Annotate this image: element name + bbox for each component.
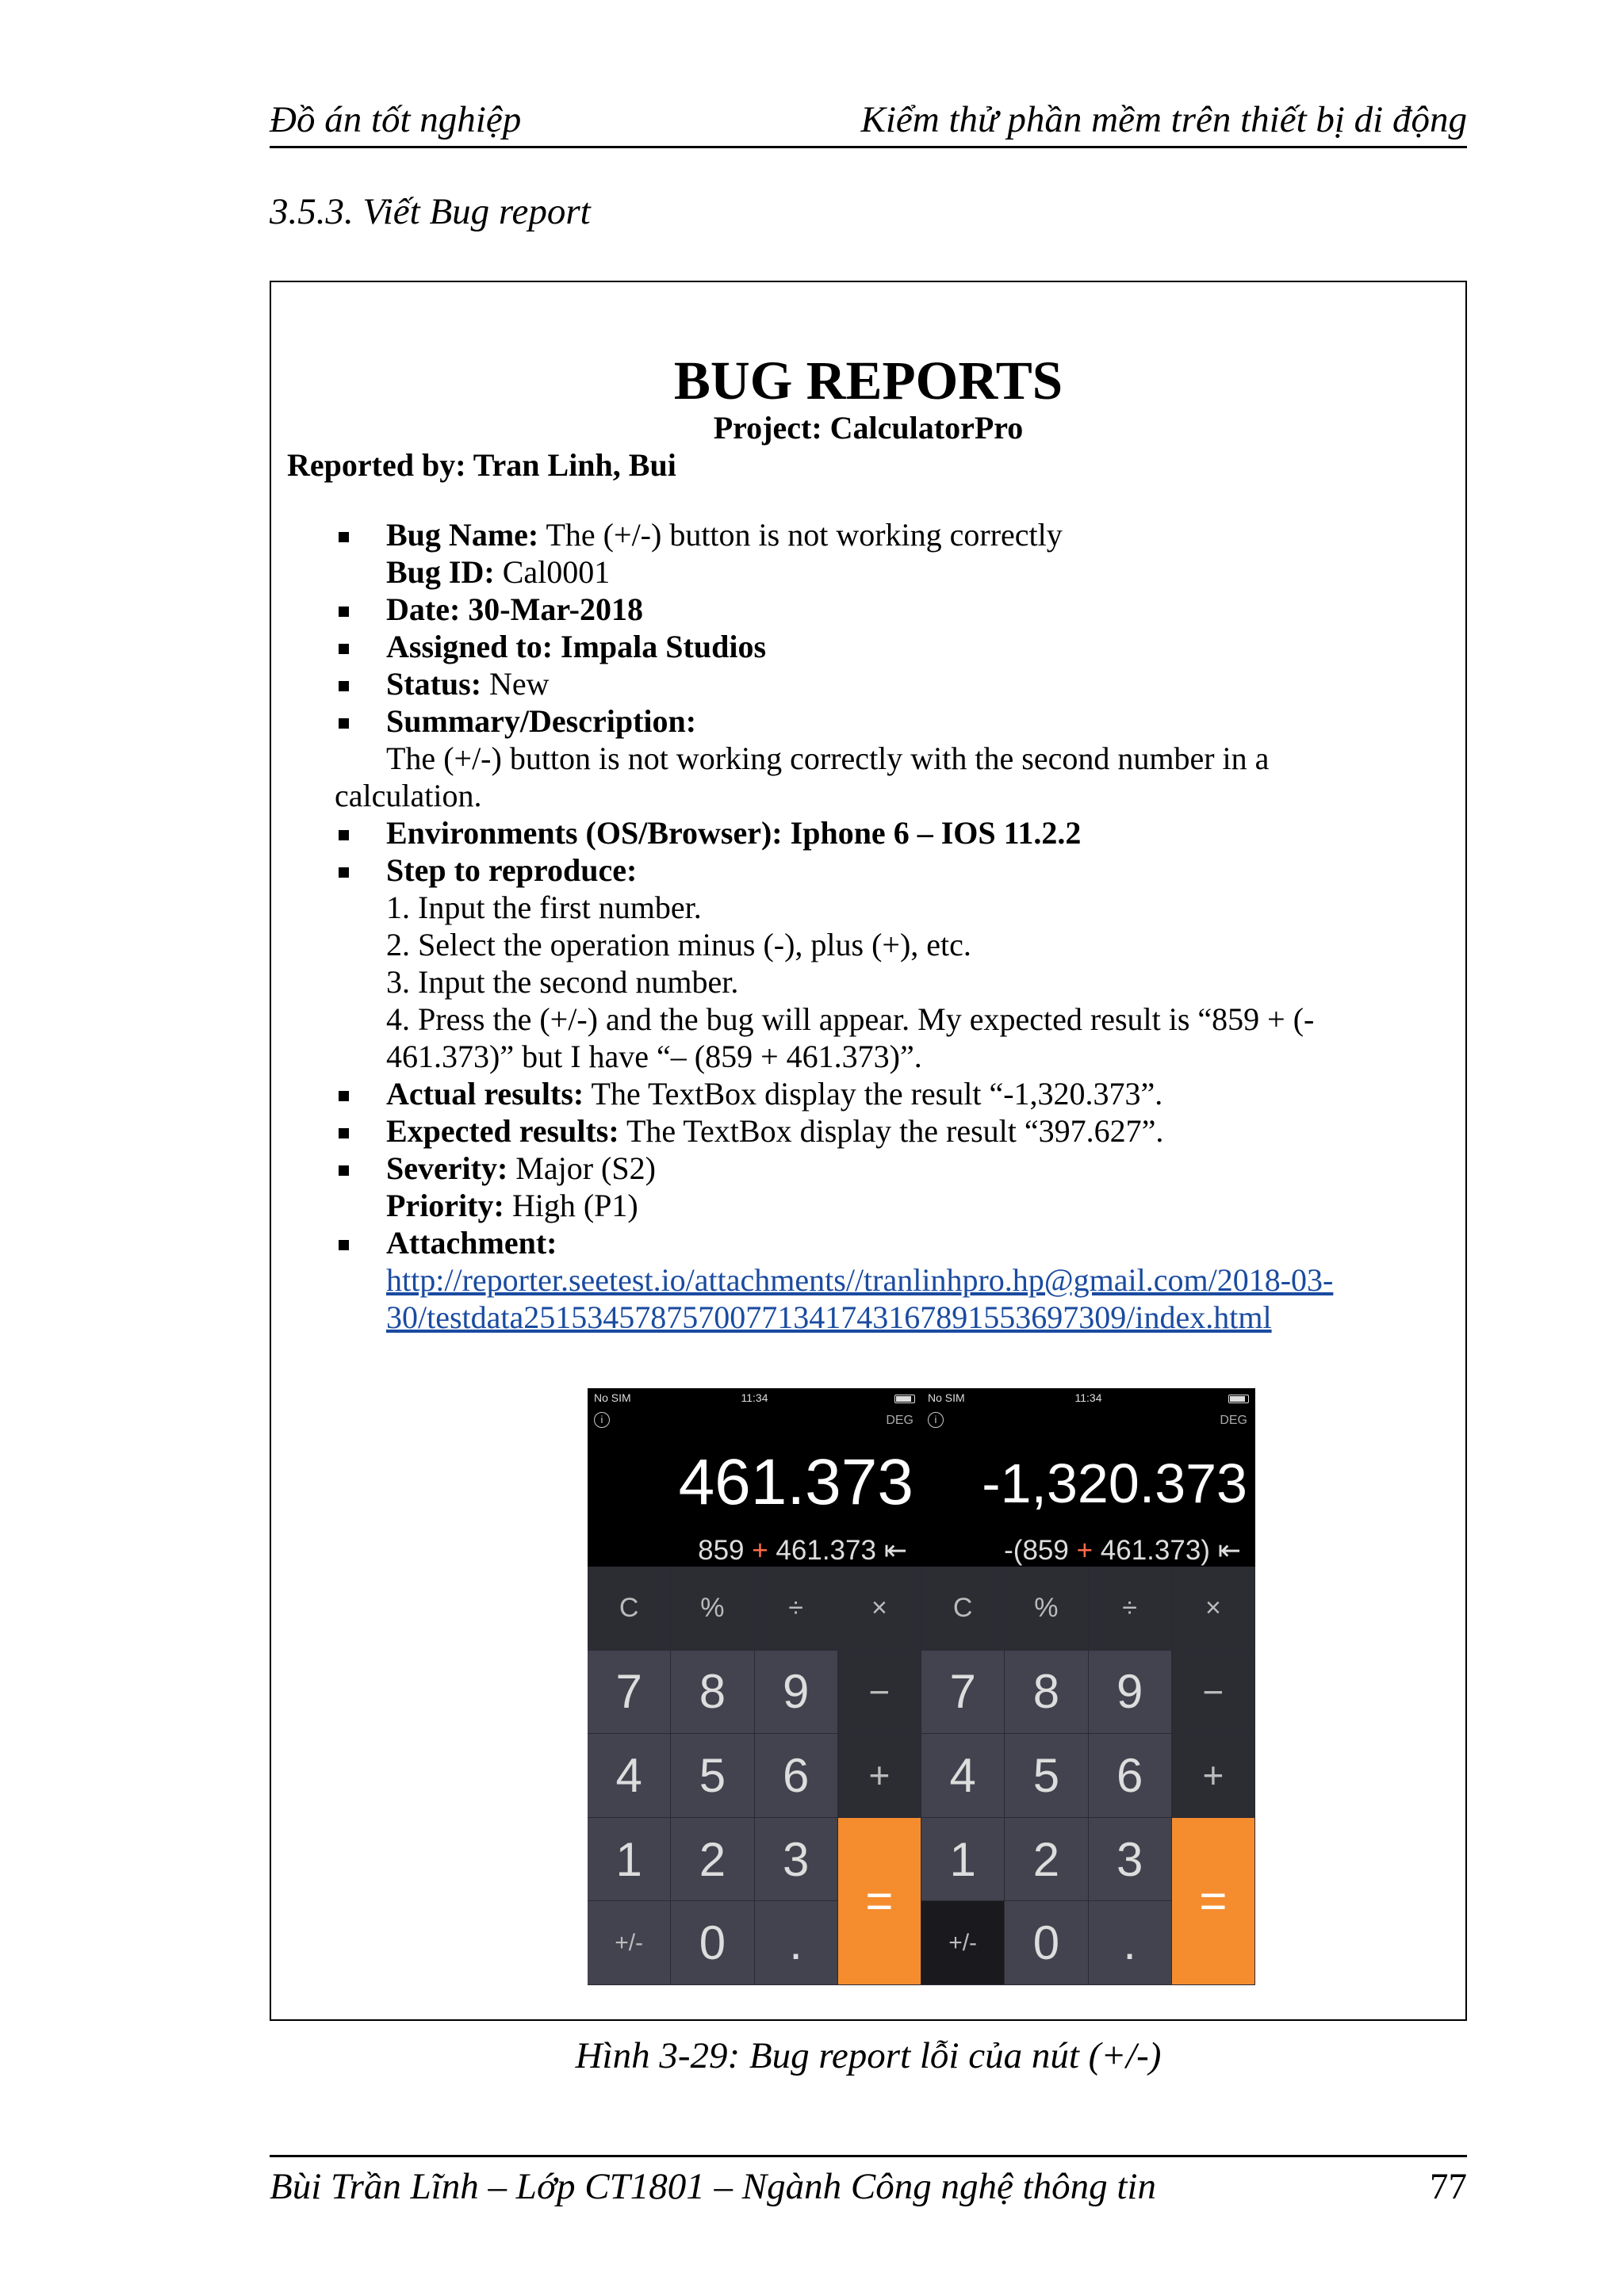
clock-text: 11:34 bbox=[1074, 1391, 1102, 1404]
bullet-icon bbox=[339, 1128, 349, 1138]
expected-results bbox=[386, 1112, 1163, 1150]
key-3-button[interactable]: 3 bbox=[755, 1818, 838, 1902]
priority-value: High (P1) bbox=[504, 1188, 638, 1223]
key-6-button[interactable]: 6 bbox=[755, 1734, 838, 1818]
bullet-icon bbox=[339, 1165, 349, 1176]
expression-left: -(859 bbox=[1004, 1535, 1077, 1566]
key-percent-button[interactable]: % bbox=[671, 1567, 754, 1651]
key-7-button[interactable]: 7 bbox=[588, 1651, 671, 1735]
steps-label-text: Step to reproduce: bbox=[386, 852, 638, 888]
key-clear-button[interactable]: C bbox=[588, 1567, 671, 1651]
date-text: Date: 30-Mar-2018 bbox=[386, 591, 643, 627]
bullet-icon bbox=[339, 1240, 349, 1250]
reported-by: Reported by: Tran Linh, Bui bbox=[287, 447, 676, 483]
key-plus-button[interactable]: + bbox=[838, 1734, 921, 1818]
expression-display bbox=[1004, 1535, 1241, 1567]
header-left-title: Đồ án tốt nghiệp bbox=[270, 99, 522, 140]
battery-icon bbox=[894, 1395, 915, 1403]
expected-value: The TextBox display the result “397.627”. bbox=[619, 1113, 1164, 1149]
key-1-button[interactable]: 1 bbox=[921, 1818, 1005, 1902]
expression-left: 859 bbox=[698, 1535, 753, 1566]
key-plus-button[interactable]: + bbox=[1172, 1734, 1255, 1818]
page-footer bbox=[270, 2155, 1467, 2213]
bullet-icon bbox=[339, 532, 349, 542]
priority bbox=[386, 1187, 638, 1224]
bug-report-box bbox=[270, 281, 1467, 2021]
severity-label: Severity: bbox=[386, 1150, 508, 1186]
key-percent-button[interactable]: % bbox=[1005, 1567, 1088, 1651]
step-4: 4. Press the (+/-) and the bug will appear. My expected result is “859 + (- bbox=[386, 1001, 1315, 1037]
bug-id-label: Bug ID: bbox=[386, 554, 495, 590]
key-divide-button[interactable]: ÷ bbox=[1089, 1567, 1172, 1651]
expression-right: 461.373 ⇤ bbox=[768, 1535, 907, 1566]
key-equals-button[interactable]: = bbox=[1172, 1818, 1255, 1985]
carrier-text: No SIM bbox=[594, 1391, 631, 1404]
key-multiply-button[interactable]: × bbox=[1172, 1567, 1255, 1651]
bullet-icon bbox=[339, 830, 349, 840]
key-plus-minus-button[interactable]: +/- bbox=[921, 1901, 1005, 1985]
priority-label: Priority: bbox=[386, 1188, 504, 1223]
key-decimal-button[interactable]: . bbox=[755, 1901, 838, 1985]
info-icon[interactable]: i bbox=[928, 1412, 944, 1428]
key-minus-button[interactable]: − bbox=[1172, 1651, 1255, 1735]
key-decimal-button[interactable]: . bbox=[1089, 1901, 1172, 1985]
bug-id-value: Cal0001 bbox=[494, 554, 611, 590]
keypad bbox=[588, 1567, 921, 1985]
header-right-title: Kiểm thử phần mềm trên thiết bị di động bbox=[860, 99, 1467, 140]
result-display: 461.373 bbox=[678, 1446, 914, 1518]
bullet-icon bbox=[339, 607, 349, 617]
key-clear-button[interactable]: C bbox=[921, 1567, 1005, 1651]
attachment-label bbox=[386, 1224, 557, 1261]
steps-label bbox=[386, 851, 637, 889]
info-icon[interactable]: i bbox=[594, 1412, 610, 1428]
bug-name-label: Bug Name: bbox=[386, 517, 539, 553]
bug-name-value: The (+/-) button is not working correctly bbox=[538, 517, 1063, 553]
step-2: 2. Select the operation minus (-), plus (+), etc. bbox=[386, 927, 971, 962]
expression-display bbox=[698, 1535, 907, 1567]
step-1: 1. Input the first number. bbox=[386, 890, 702, 925]
calculator-screen-after bbox=[921, 1388, 1255, 1985]
report-date bbox=[386, 591, 643, 628]
key-0-button[interactable]: 0 bbox=[671, 1901, 754, 1985]
clock-text: 11:34 bbox=[741, 1391, 768, 1404]
key-2-button[interactable]: 2 bbox=[1005, 1818, 1088, 1902]
figure-caption: Hình 3-29: Bug report lỗi của nút (+/-) bbox=[575, 2035, 1162, 2076]
key-5-button[interactable]: 5 bbox=[1005, 1734, 1088, 1818]
carrier-text: No SIM bbox=[928, 1391, 965, 1404]
deg-indicator: DEG bbox=[1220, 1414, 1247, 1427]
key-7-button[interactable]: 7 bbox=[921, 1651, 1005, 1735]
environments bbox=[386, 814, 1081, 851]
footer-text: Bùi Trần Lĩnh – Lớp CT1801 – Ngành Công nghệ thông tin bbox=[270, 2166, 1156, 2207]
key-3-button[interactable]: 3 bbox=[1089, 1818, 1172, 1902]
actual-results bbox=[386, 1075, 1162, 1112]
status-bar bbox=[928, 1391, 1249, 1409]
severity bbox=[386, 1150, 656, 1187]
bullet-icon bbox=[339, 681, 349, 691]
result-display: -1,320.373 bbox=[982, 1452, 1247, 1514]
bullet-icon bbox=[339, 1091, 349, 1101]
summary-line-1: The (+/-) button is not working correctly with the second number in a bbox=[386, 740, 1270, 776]
report-title: BUG REPORTS bbox=[673, 350, 1063, 411]
environments-text: Environments (OS/Browser): Iphone 6 – IOS 11.2.2 bbox=[386, 815, 1082, 851]
section-title: 3.5.3. Viết Bug report bbox=[270, 191, 591, 232]
key-5-button[interactable]: 5 bbox=[671, 1734, 754, 1818]
key-2-button[interactable]: 2 bbox=[671, 1818, 754, 1902]
step-3: 3. Input the second number. bbox=[386, 964, 739, 1000]
key-minus-button[interactable]: − bbox=[838, 1651, 921, 1735]
key-8-button[interactable]: 8 bbox=[671, 1651, 754, 1735]
status-label: Status: bbox=[386, 666, 482, 702]
expected-label: Expected results: bbox=[386, 1113, 619, 1149]
bug-id bbox=[386, 553, 610, 591]
actual-label: Actual results: bbox=[386, 1076, 584, 1112]
key-equals-button[interactable]: = bbox=[838, 1818, 921, 1985]
deg-indicator: DEG bbox=[886, 1414, 914, 1427]
report-project: Project: CalculatorPro bbox=[713, 410, 1024, 446]
plus-operator: + bbox=[752, 1535, 768, 1566]
key-8-button[interactable]: 8 bbox=[1005, 1651, 1088, 1735]
actual-value: The TextBox display the result “-1,320.373”. bbox=[584, 1076, 1163, 1112]
key-divide-button[interactable]: ÷ bbox=[755, 1567, 838, 1651]
key-1-button[interactable]: 1 bbox=[588, 1818, 671, 1902]
assigned-to bbox=[386, 628, 766, 665]
status-value: New bbox=[481, 666, 550, 702]
attachment-label-text: Attachment: bbox=[386, 1225, 557, 1261]
bullet-icon bbox=[339, 718, 349, 729]
key-multiply-button[interactable]: × bbox=[838, 1567, 921, 1651]
expression-right: 461.373) ⇤ bbox=[1093, 1535, 1241, 1566]
keypad bbox=[921, 1567, 1255, 1985]
key-4-button[interactable]: 4 bbox=[921, 1734, 1005, 1818]
summary-label-text: Summary/Description: bbox=[386, 703, 697, 739]
key-0-button[interactable]: 0 bbox=[1005, 1901, 1088, 1985]
battery-icon bbox=[1228, 1395, 1249, 1403]
calculator-screenshots bbox=[588, 1388, 1255, 1985]
calculator-screen-before bbox=[588, 1388, 921, 1985]
severity-value: Major (S2) bbox=[508, 1150, 656, 1186]
plus-operator: + bbox=[1076, 1535, 1094, 1566]
bullet-icon bbox=[339, 867, 349, 878]
summary-line-2: calculation. bbox=[335, 778, 482, 813]
key-plus-minus-button[interactable]: +/- bbox=[588, 1901, 671, 1985]
assigned-to-text: Assigned to: Impala Studios bbox=[386, 629, 767, 664]
attachment-link-line-2[interactable]: 30/testdata25153457875700771341743167891553697309/index.html bbox=[386, 1299, 1272, 1335]
bullet-icon bbox=[339, 644, 349, 654]
bug-name bbox=[386, 516, 1063, 553]
status-bar bbox=[594, 1391, 915, 1409]
attachment-link-line-1[interactable]: http://reporter.seetest.io/attachments//tranlinhpro.hp@gmail.com/2018-03- bbox=[386, 1262, 1334, 1298]
key-6-button[interactable]: 6 bbox=[1089, 1734, 1172, 1818]
step-4-continued: 461.373)” but I have “– (859 + 461.373)”. bbox=[386, 1039, 922, 1074]
page-header bbox=[270, 94, 1467, 148]
status bbox=[386, 665, 550, 702]
page-number: 77 bbox=[1430, 2166, 1467, 2207]
summary-label bbox=[386, 702, 696, 740]
key-9-button[interactable]: 9 bbox=[1089, 1651, 1172, 1735]
key-9-button[interactable]: 9 bbox=[755, 1651, 838, 1735]
key-4-button[interactable]: 4 bbox=[588, 1734, 671, 1818]
